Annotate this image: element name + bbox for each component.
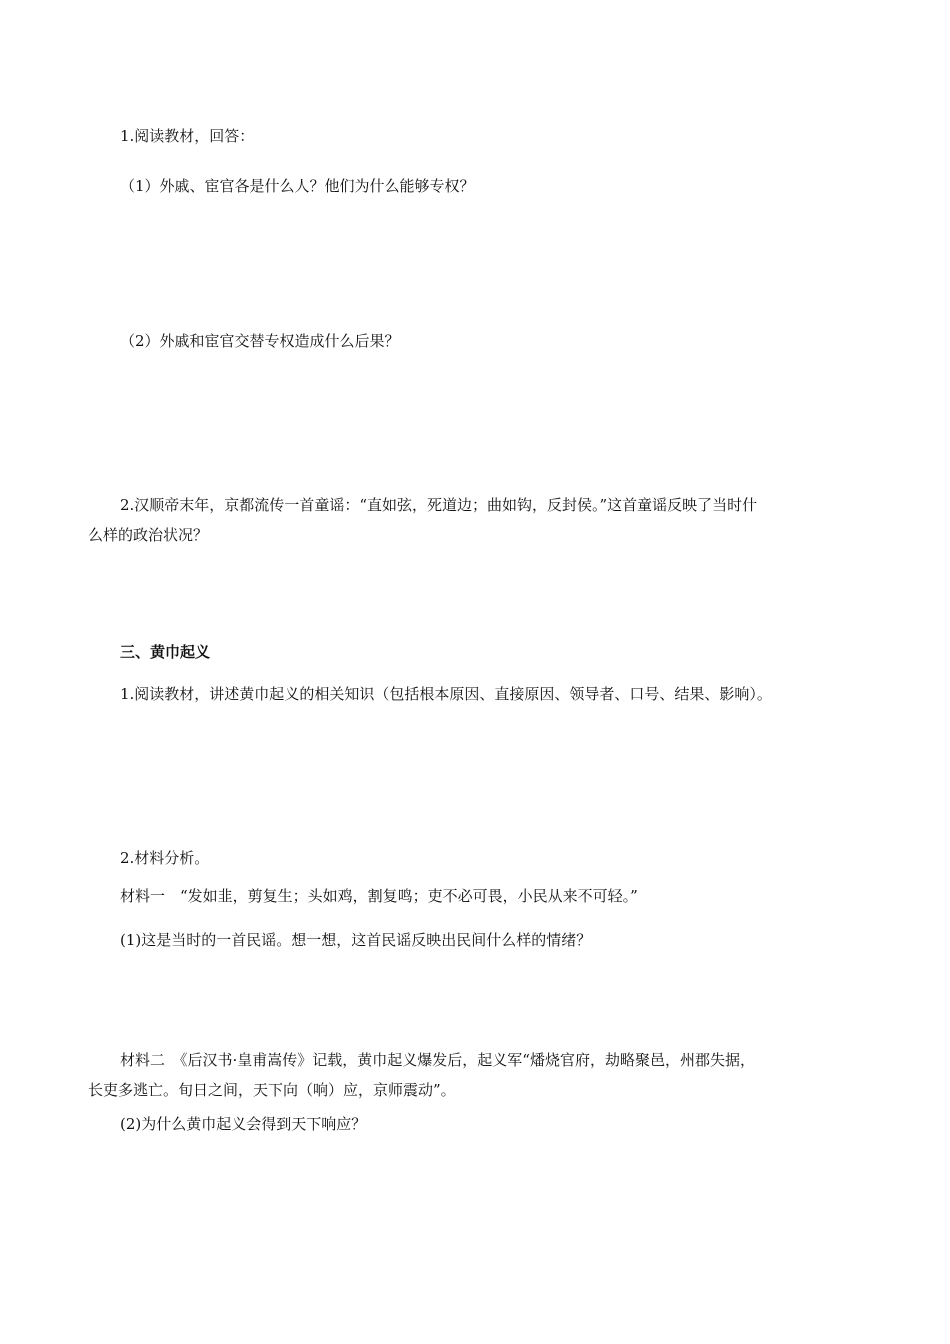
material-2-question: (2)为什么黄巾起义会得到天下响应？ — [120, 1115, 367, 1133]
question-2-line-1: 2.汉顺帝末年，京都流传一首童谣：“直如弦，死道边；曲如钩，反封侯。”这首童谣反映了当时什 — [120, 496, 758, 514]
material-2-line-2: 长吏多逃亡。旬日之间，天下向（响）应，京师震动”。 — [88, 1081, 456, 1099]
section-3-question-2: 2.材料分析。 — [120, 849, 210, 867]
section-3-question-1: 1.阅读教材，讲述黄巾起义的相关知识（包括根本原因、直接原因、领导者、口号、结果、影响）。 — [120, 685, 772, 703]
question-1-prompt: 1.阅读教材，回答： — [120, 127, 255, 145]
section-heading: 三、黄巾起义 — [120, 643, 211, 661]
material-1-question: (1)这是当时的一首民谣。想一想，这首民谣反映出民间什么样的情绪？ — [120, 931, 592, 949]
material-1: 材料一 “发如韭，剪复生；头如鸡，割复鸣；吏不必可畏，小民从来不可轻。” — [120, 887, 638, 905]
question-1-sub-1: （1）外戚、宦官各是什么人？他们为什么能够专权？ — [120, 177, 475, 195]
question-2-line-2: 么样的政治状况？ — [88, 526, 209, 544]
question-1-sub-2: （2）外戚和宦官交替专权造成什么后果？ — [120, 332, 400, 350]
material-2-line-1: 材料二 《后汉书·皇甫嵩传》记载，黄巾起义爆发后，起义军“燔烧官府，劫略聚邑，州郡失据， — [120, 1051, 755, 1069]
